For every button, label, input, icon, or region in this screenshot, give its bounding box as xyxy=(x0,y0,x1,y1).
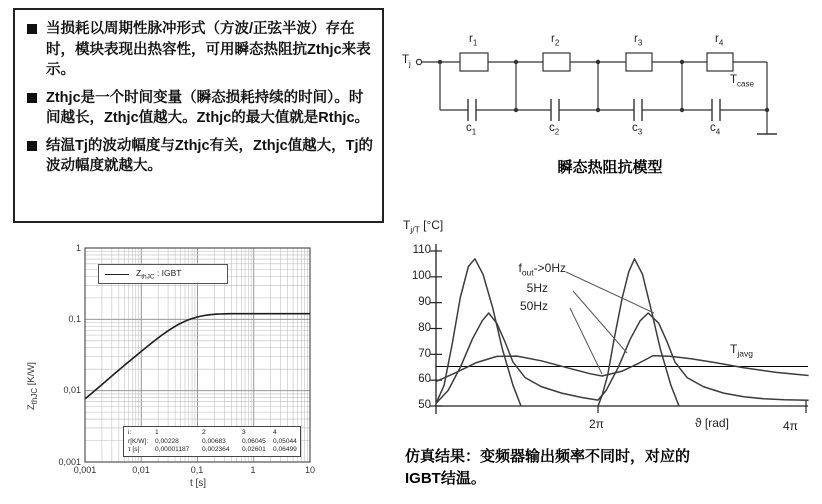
freq-0hz-label: $f_{out}->0Hz$ xyxy=(518,261,566,278)
zth-chart xyxy=(18,238,370,500)
zth-legend-label: $Z_{thJC}$ : IGBT xyxy=(136,267,182,281)
table-row xyxy=(128,429,300,438)
notes-box xyxy=(13,8,384,223)
table-cell: 1 xyxy=(155,429,159,436)
zth-x-tick: 0,001 xyxy=(73,465,97,475)
zth-table xyxy=(123,426,301,457)
zth-x-tick: 0,1 xyxy=(190,465,204,475)
zth-y-tick: 1 xyxy=(75,243,81,253)
tj-y-tick: 100 xyxy=(411,270,431,282)
zth-x-tick: 1 xyxy=(250,465,256,475)
bullet-square-icon xyxy=(27,93,37,103)
table-row xyxy=(128,446,300,455)
capacitor-label: $c_4$ xyxy=(710,122,721,137)
tj-y-tick: 110 xyxy=(412,244,431,256)
bullet-item xyxy=(25,19,374,81)
zth-x-tick: 0,01 xyxy=(132,465,150,475)
tj-ylabel: $T_{j/T}$ [°C] xyxy=(403,218,444,235)
tj-xlabel: ϑ [rad] xyxy=(695,416,729,430)
table-cell: 0,02601 xyxy=(242,446,266,454)
table-row xyxy=(128,438,300,447)
bullet-text: 当损耗以周期性脉冲形式（方波/正弦半波）存在时，模块表现出热容性，可用瞬态热阻抗Zthjc来表示。 xyxy=(46,21,371,78)
tj-y-tick: 50 xyxy=(418,399,431,411)
bullet-item xyxy=(25,88,374,129)
zth-legend xyxy=(98,264,228,284)
node-tcase-label: $T_{case}$ xyxy=(730,74,754,89)
circuit-caption: 瞬态热阻抗模型 xyxy=(557,159,663,176)
capacitor-label: $c_1$ xyxy=(466,122,477,137)
table-cell: 0,06499 xyxy=(273,446,297,454)
table-row-label: r[K/W]: xyxy=(128,437,149,445)
zth-xlabel: t [s] xyxy=(189,478,207,489)
tjavg-label: $T_{javg}$ xyxy=(730,342,753,359)
table-row-label: τ [s]: xyxy=(128,446,142,454)
bullet-square-icon xyxy=(27,24,37,34)
table-cell: 3 xyxy=(242,429,246,436)
tj-chart xyxy=(403,218,822,444)
tj-plot-svg xyxy=(403,218,822,444)
tj-y-tick: 90 xyxy=(418,296,431,308)
table-cell: 0,00228 xyxy=(155,437,179,445)
resistor-label: $r_4$ xyxy=(715,33,724,48)
table-cell: 0,002364 xyxy=(202,446,230,454)
zth-legend-line-icon xyxy=(105,274,129,275)
table-row-label: i: xyxy=(128,429,132,436)
bullet-text: Zthjc是一个时间变量（瞬态损耗持续的时间）。时间越长，Zthjc值越大。Zthjc的最大值就是Rthjc。 xyxy=(46,89,370,126)
zth-y-tick: 0,001 xyxy=(58,457,81,467)
tj-y-tick: 70 xyxy=(418,348,431,360)
bullet-text: 结温Tj的波动幅度与Zthjc有关，Zthjc值越大，Tj的波动幅度就越大。 xyxy=(46,137,374,174)
zth-x-tick: 10 xyxy=(304,465,315,475)
sim-caption: 仿真结果：变频器输出频率不同时，对应的IGBT结温。 xyxy=(405,448,691,487)
table-cell: 0,00683 xyxy=(202,437,226,445)
node-tj-label: $T_j$ xyxy=(402,54,411,69)
table-cell: 0,06045 xyxy=(242,437,266,445)
table-cell: 2 xyxy=(202,429,206,436)
tj-y-tick: 60 xyxy=(418,373,431,385)
tj-x-tick-2pi: 2π xyxy=(589,417,604,431)
bullet-square-icon xyxy=(27,141,37,151)
zth-y-tick: 0,01 xyxy=(63,385,81,395)
zth-y-tick: 0,1 xyxy=(68,314,81,324)
table-cell: 0,05044 xyxy=(273,437,297,445)
bullet-item xyxy=(25,136,374,177)
resistor-label: $r_1$ xyxy=(469,33,478,48)
freq-5hz-label: 5Hz xyxy=(526,281,548,295)
capacitor-label: $c_2$ xyxy=(549,122,560,137)
resistor-label: $r_2$ xyxy=(551,33,560,48)
table-cell: 0,00001187 xyxy=(155,446,190,454)
capacitor-label: $c_3$ xyxy=(632,122,643,137)
tj-y-tick: 80 xyxy=(418,322,431,334)
table-cell: 4 xyxy=(273,429,277,436)
zth-ylabel: $Z_{thJC}$ [K/W] xyxy=(26,362,39,410)
tj-x-tick-4pi: 4π xyxy=(783,419,798,433)
freq-50hz-label: 50Hz xyxy=(519,299,548,313)
resistor-label: $r_3$ xyxy=(634,33,643,48)
